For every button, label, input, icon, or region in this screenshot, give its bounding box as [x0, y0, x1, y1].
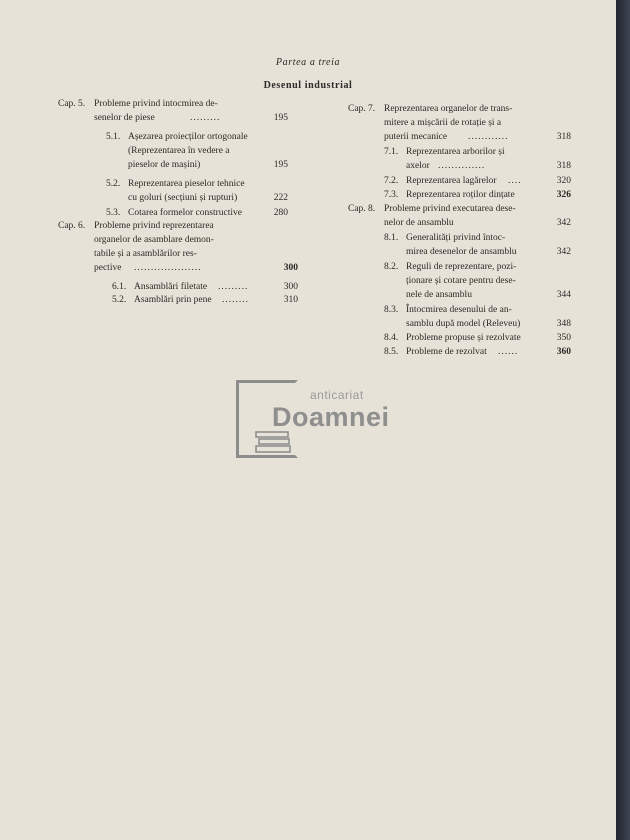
toc-7-1-line2: axelor	[406, 161, 430, 171]
toc-5-1-page: 195	[273, 160, 288, 170]
toc-7-3-num: 7.3.	[384, 190, 399, 200]
toc-8-3-num: 8.3.	[384, 305, 399, 315]
toc-leader-dots: ......	[498, 347, 519, 357]
toc-8-1-line2: mirea desenelor de ansamblu	[406, 247, 517, 257]
part-title: Partea a treia	[275, 57, 341, 68]
toc-8-4-num: 8.4.	[384, 333, 399, 343]
toc-5-3-num: 5.3.	[106, 208, 121, 218]
toc-cap6-line2: organelor de asamblare demon-	[94, 235, 214, 245]
toc-5-1-line2: (Reprezentarea în vedere a	[128, 146, 230, 156]
toc-8-4-page: 350	[556, 333, 571, 343]
toc-cap8-line2: nelor de ansamblu	[384, 218, 454, 228]
toc-cap8-line1: Probleme privind executarea dese-	[384, 204, 516, 214]
toc-6-1-line1: Ansamblări filetate	[134, 282, 208, 292]
toc-7-2-page: 320	[556, 176, 571, 186]
toc-5-2-num: 5.2.	[106, 179, 121, 189]
toc-8-2-line1: Reguli de reprezentare, pozi-	[406, 262, 517, 272]
toc-5-2-line2: cu goluri (secțiuni și rupturi)	[128, 193, 238, 203]
toc-8-1-line1: Generalități privind întoc-	[406, 233, 506, 243]
toc-cap7-line2: mitere a mișcării de rotație și a	[384, 118, 502, 128]
toc-5-1-num: 5.1.	[106, 132, 121, 142]
toc-cap7-label: Cap. 7.	[348, 104, 376, 114]
toc-8-5-num: 8.5.	[384, 347, 399, 357]
toc-8-1-page: 342	[556, 247, 571, 257]
toc-8-2-page: 344	[556, 290, 571, 300]
toc-8-3-line2: samblu după model (Releveu)	[406, 319, 521, 329]
toc-5-2-page: 222	[273, 193, 288, 203]
toc-8-3-page: 348	[556, 319, 571, 329]
toc-leader-dots: ............	[468, 132, 509, 142]
toc-6-2-line1: Asamblări prin pene	[134, 295, 212, 305]
toc-cap6-line1: Probleme privind reprezentarea	[94, 221, 214, 231]
toc-leader-dots: .........	[190, 113, 221, 123]
toc-5-1-line1: Așezarea proiecților ortogonale	[128, 132, 248, 142]
toc-5-3-page: 280	[273, 208, 288, 218]
toc-cap5-page: 195	[273, 113, 288, 123]
toc-8-2-line3: nele de ansamblu	[406, 290, 472, 300]
toc-7-2-line1: Reprezentarea lagărelor	[406, 176, 497, 186]
toc-5-3-line1: Cotarea formelor constructive	[128, 208, 242, 218]
toc-cap7-line1: Reprezentarea organelor de trans-	[384, 104, 513, 114]
toc-cap6-page: 300	[283, 263, 298, 273]
toc-cap8-label: Cap. 8.	[348, 204, 376, 214]
toc-8-3-line1: Întocmirea desenului de an-	[406, 305, 512, 315]
toc-leader-dots: ..............	[438, 161, 486, 171]
toc-6-2-num: 5.2.	[112, 295, 127, 305]
toc-5-2-line1: Reprezentarea pieselor tehnice	[128, 179, 245, 189]
toc-8-5-page: 360	[556, 347, 571, 357]
toc-7-3-page: 326	[556, 190, 571, 200]
toc-cap7-page: 318	[556, 132, 571, 142]
toc-7-1-page: 318	[556, 161, 571, 171]
page-edge	[616, 0, 630, 840]
toc-7-2-num: 7.2.	[384, 176, 399, 186]
toc-7-1-line1: Reprezentarea arborilor și	[406, 147, 505, 157]
toc-6-1-num: 6.1.	[112, 282, 127, 292]
books-icon	[254, 430, 294, 454]
toc-7-1-num: 7.1.	[384, 147, 399, 157]
toc-leader-dots: ........	[222, 295, 249, 305]
toc-8-2-num: 8.2.	[384, 262, 399, 272]
toc-8-4-line1: Probleme propuse și rezolvate	[406, 333, 521, 343]
toc-cap5-label: Cap. 5.	[58, 99, 86, 109]
toc-5-1-line3: pieselor de mașini)	[128, 160, 201, 170]
watermark-logo	[236, 380, 406, 462]
toc-cap5-title-line1: Probleme privind intocmirea de-	[94, 99, 218, 109]
toc-cap8-page: 342	[556, 218, 571, 228]
toc-cap6-line3: tabile și a asamblărilor res-	[94, 249, 197, 259]
toc-cap5-title-line2: senelor de piese	[94, 113, 155, 123]
toc-7-3-line1: Reprezentarea roților dințate	[406, 190, 515, 200]
toc-8-2-line2: ționare și cotare pentru dese-	[406, 276, 516, 286]
watermark-big-text: Doamnei	[272, 402, 390, 432]
toc-6-1-page: 300	[283, 282, 298, 292]
toc-leader-dots: ....................	[134, 263, 202, 273]
toc-cap6-label: Cap. 6.	[58, 221, 86, 231]
toc-8-5-line1: Probleme de rezolvat	[406, 347, 487, 357]
toc-leader-dots: ....	[508, 176, 522, 186]
toc-6-2-page: 310	[283, 295, 298, 305]
toc-cap7-line3: puterii mecanice	[384, 132, 448, 142]
section-title: Desenul industrial	[263, 80, 353, 91]
watermark-small-text: anticariat	[310, 388, 364, 402]
toc-8-1-num: 8.1.	[384, 233, 399, 243]
toc-cap6-line4: pective	[94, 263, 122, 273]
toc-leader-dots: .........	[218, 282, 249, 292]
